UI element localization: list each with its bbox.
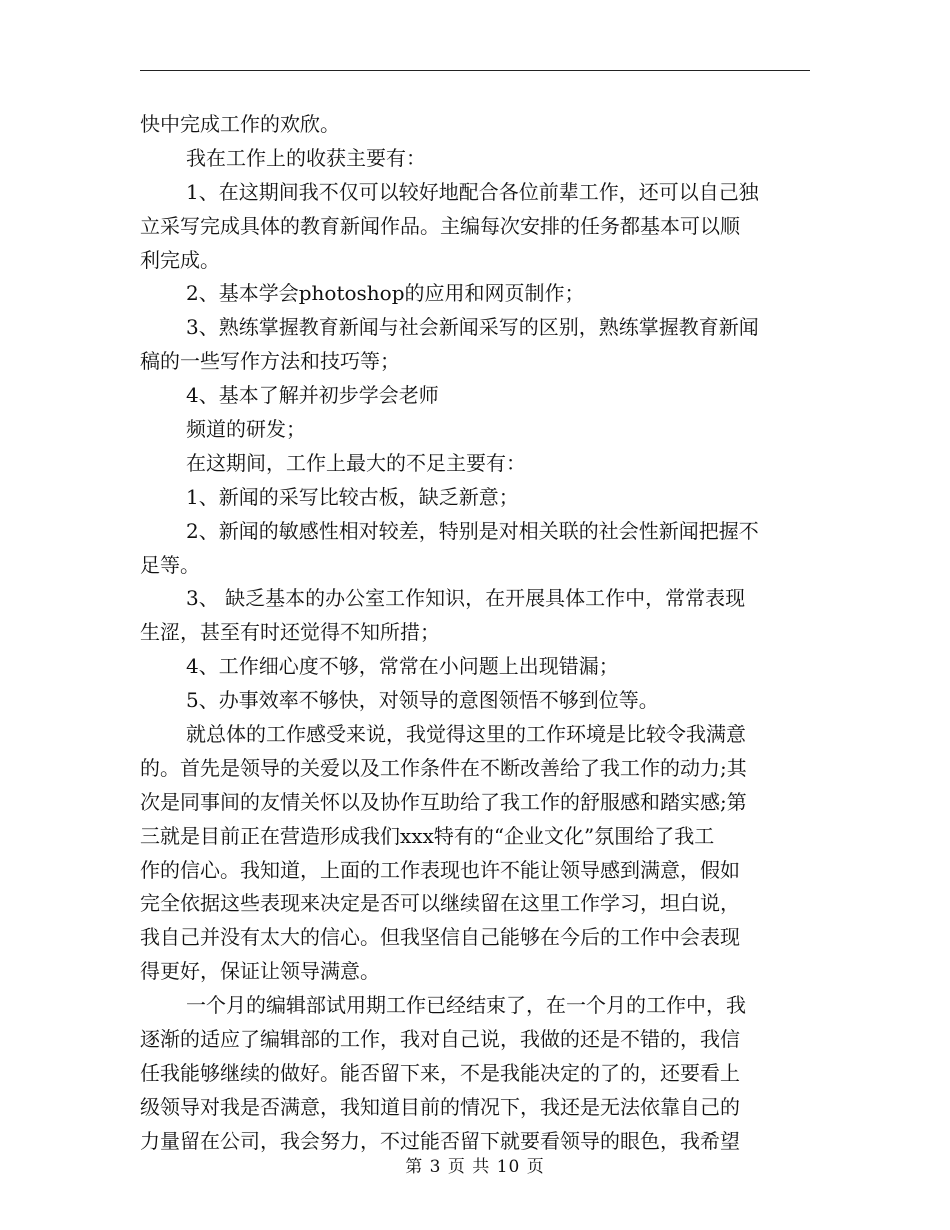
- text-line: 力量留在公司，我会努力，不过能否留下就要看领导的眼色，我希望: [140, 1128, 740, 1153]
- text-line: 我在工作上的收获主要有：: [186, 145, 426, 170]
- text-line: 得更好，保证让领导满意。: [140, 959, 380, 984]
- header-rule: [140, 70, 810, 71]
- text-line: 稿的一些写作方法和技巧等；: [140, 349, 400, 374]
- text-line: 4、工作细心度不够，常常在小问题上出现错漏；: [186, 654, 619, 679]
- text-line: 次是同事间的友情关怀以及协作互助给了我工作的舒服感和踏实感;第: [140, 789, 747, 814]
- text-line: 1、在这期间我不仅可以较好地配合各位前辈工作，还可以自己独: [186, 179, 759, 204]
- text-line: 完全依据这些表现来决定是否可以继续留在这里工作学习，坦白说，: [140, 891, 740, 916]
- text-line: 频道的研发；: [186, 417, 306, 442]
- text-line: 立采写完成具体的教育新闻作品。主编每次安排的任务都基本可以顺: [140, 213, 740, 238]
- document-body: [140, 108, 812, 1159]
- text-line: 在这期间，工作上最大的不足主要有：: [186, 450, 526, 475]
- text-line: 3、 缺乏基本的办公室工作知识，在开展具体工作中，常常表现: [186, 586, 746, 611]
- text-line: 三就是目前正在营造形成我们xxx特有的“企业文化”氛围给了我工: [140, 823, 715, 848]
- text-line: 5、办事效率不够快，对领导的意图领悟不够到位等。: [186, 688, 659, 713]
- text-line: 任我能够继续的做好。能否留下来，不是我能决定的了的，还要看上: [140, 1060, 740, 1085]
- text-line: 2、新闻的敏感性相对较差，特别是对相关联的社会性新闻把握不: [186, 518, 759, 543]
- text-line: 逐渐的适应了编辑部的工作，我对自己说，我做的还是不错的，我信: [140, 1027, 740, 1052]
- text-line: 2、基本学会photoshop的应用和网页制作；: [186, 281, 585, 306]
- text-line: 我自己并没有太大的信心。但我坚信自己能够在今后的工作中会表现: [140, 925, 740, 950]
- text-line: 3、熟练掌握教育新闻与社会新闻采写的区别，熟练掌握教育新闻: [186, 315, 759, 340]
- text-line: 级领导对我是否满意，我知道目前的情况下，我还是无法依靠自己的: [140, 1094, 740, 1119]
- text-line: 作的信心。我知道，上面的工作表现也许不能让领导感到满意，假如: [140, 857, 740, 882]
- text-line: 1、新闻的采写比较古板，缺乏新意；: [186, 484, 519, 509]
- text-line: 4、基本了解并初步学会老师: [186, 383, 439, 408]
- text-line: 足等。: [140, 552, 200, 577]
- text-line: 的。首先是领导的关爱以及工作条件在不断改善给了我工作的动力;其: [140, 755, 747, 780]
- text-line: 生涩，甚至有时还觉得不知所措；: [140, 620, 440, 645]
- text-line: 快中完成工作的欢欣。: [140, 112, 340, 136]
- text-line: 一个月的编辑部试用期工作已经结束了，在一个月的工作中，我: [186, 993, 746, 1018]
- page-number-footer: 第 3 页 共 10 页: [405, 1157, 545, 1177]
- text-line: 就总体的工作感受来说，我觉得这里的工作环境是比较令我满意: [186, 722, 746, 747]
- text-line: 利完成。: [140, 247, 220, 272]
